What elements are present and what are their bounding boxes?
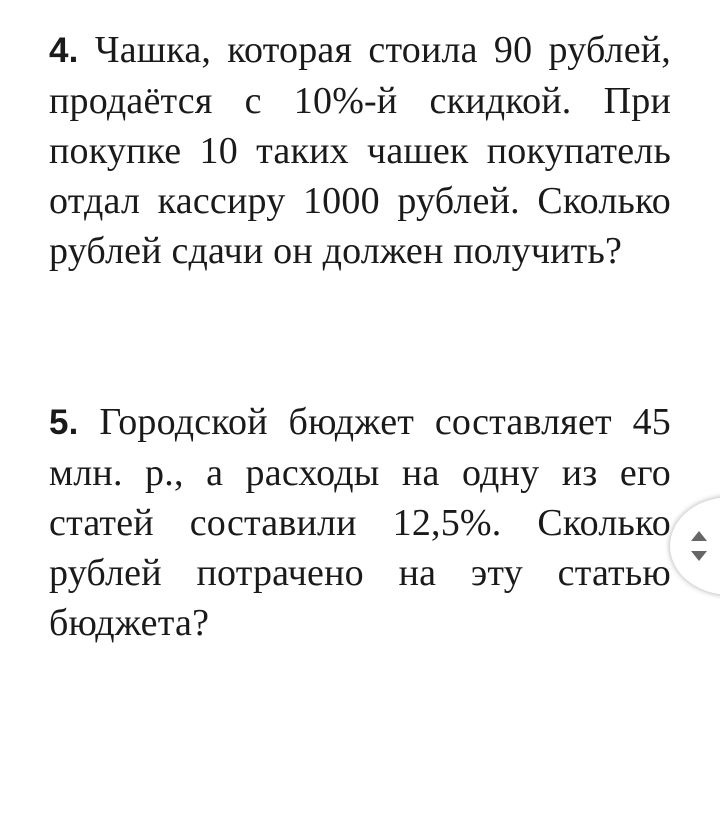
problem-4-text: Чашка, которая стоила 90 рублей, продаётся с 10%-й скидкой. При покупке 10 таких чашек покупатель отдал кассиру 1000 рублей. Сколько рублей сдачи он должен получить? — [49, 29, 671, 272]
triangle-up-icon[interactable] — [691, 531, 707, 541]
problem-5 — [49, 397, 671, 648]
problem-5-number: 5. — [49, 403, 79, 442]
problem-5-text: Городской бюджет составляет 45 млн. р., а расходы на одну из его статей составили 12,5%. Сколько рублей потрачено на эту статью бюджета? — [49, 401, 672, 644]
problem-4-number: 4. — [49, 31, 79, 70]
triangle-down-icon[interactable] — [691, 551, 707, 561]
problem-4 — [49, 25, 671, 276]
scroll-widget[interactable] — [670, 497, 720, 595]
